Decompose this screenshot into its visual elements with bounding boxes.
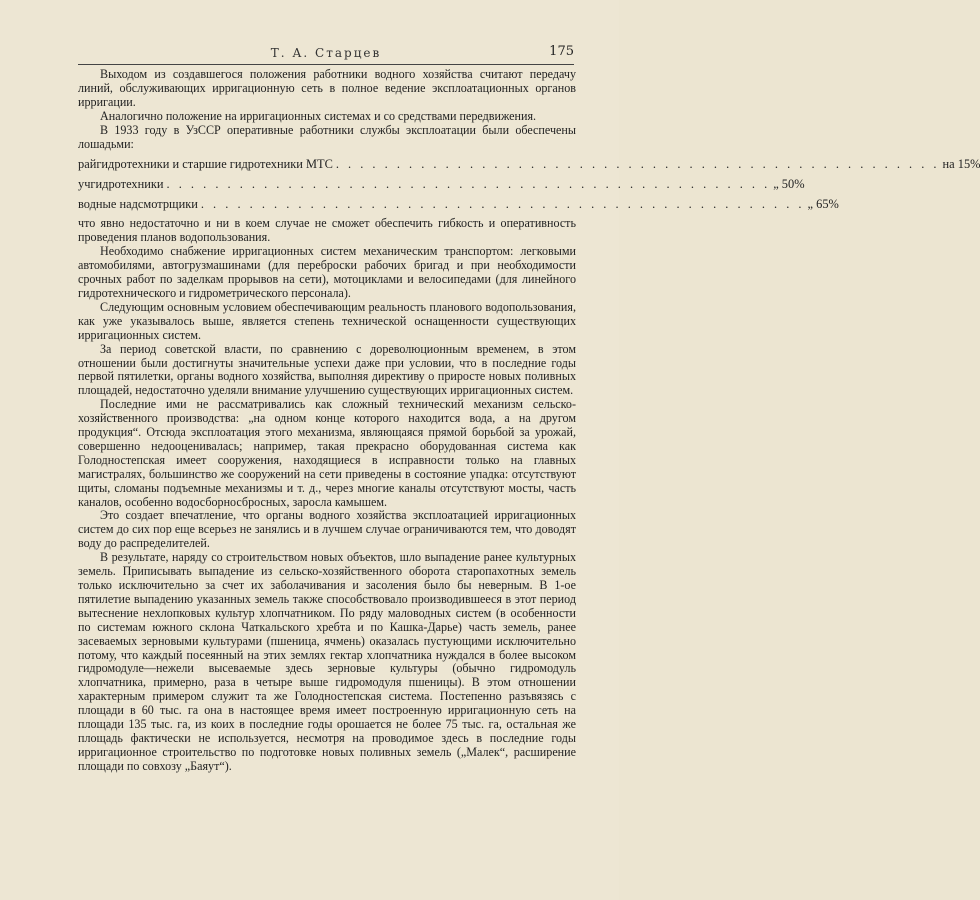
page-number: 175 — [549, 44, 574, 59]
row-label: райгидротехники и старшие гидротехники МТС — [78, 157, 333, 172]
row-value: „ 65% — [807, 197, 839, 212]
table-row — [78, 174, 805, 194]
paragraph: В результате, наряду со строительством новых объектов, шло выпадение ранее культурных земель. Приписывать выпадение из сельско-хозяйственного оборота старопахотных земель только исключительно за счет их заболачивания и засоления было бы неверным. В 1-ое пятилетие выпадению указанных земель также способствовало производившееся в этот период вытеснение нехлопковых культур хлопчатником. По ряду маловодных систем (в особенности по системам южного склона Чаткальского хребта и по Кашка-Дарье) часть земель, ранее засеваемых зерновыми культурами (пшеница, ячмень) оказалась пустующими исключительно потому, что каждый посеянный на этих землях гектар хлопчатника нуждался в более высоком гидромодуле—нежели высеваемые здесь зерновые культуры (обычно гидромодуль хлопчатника, примерно, раза в четыре выше гидромодуля пшеницы). В этом отношении характерным примером служит та же Голодностепская система. Постепенно разъвязясь с площади в 60 тыс. га она в настоящее время имеет построенную ирригационную сеть на площади 135 тыс. га, из коих в последние годы орошается не более 75 тыс. га, остальная же площадь фактически не используется, несмотря на проводимое здесь в последние годы ирригационное строительство по подготовке новых поливных земель („Малек“, расширение площади по совхозу „Баяут“). — [78, 550, 576, 773]
paragraph: Аналогично положение на ирригационных системах и со средствами передвижения. — [100, 108, 537, 123]
header-author: Т. А. Старцев — [270, 46, 382, 60]
paragraph: Это создает впечатление, что органы водного хозяйства эксплоатацией ирригационных систем до сих пор еще всерьез не занялись и в лучшем случае ограничиваются тем, что доводят воду до распределителей. — [78, 508, 576, 551]
horse-supply-table — [78, 154, 980, 214]
paragraph: Необходимо снабжение ирригационных систем механическим транспортом: легковыми автомобилями, автогрузмашинами (для переброски рабочих бригад и при необходимости срочных работ по заделкам прорывов на сети), мотоциклами и велосипедами (для линейного гидротехнического и гидрометрического персонала). — [78, 244, 576, 300]
row-value: „ 50% — [773, 177, 805, 192]
row-label: водные надсмотрщики — [78, 197, 198, 212]
paragraph: Следующим основным условием обеспечивающим реальность планового водопользования, как уже указывалось выше, является степень технической оснащенности существующих ирригационных систем. — [78, 299, 576, 342]
page-body — [78, 67, 980, 774]
paragraph: что явно недостаточно и ни в коем случае не сможет обеспечить гибкость и оперативность проведения планов водопользования. — [78, 216, 576, 245]
paragraph: За период советской власти, по сравнению с дореволюционным временем, в этом отношении были достигнуты значительные успехи даже при условии, что в последние годы первой пятилетки, органы водного хозяйства, выполняя директиву о приросте новых поливных площадей, недостаточно уделяли внимание улучшению существующих ирригационных систем. — [78, 341, 576, 398]
running-header — [78, 44, 574, 65]
leader-dots: . . . . . . . . . . . . . . . . . . . . . . . . . . . . . . . . . . . . . . . . . . . . . . . . . . — [200, 197, 805, 212]
table-row — [78, 194, 839, 214]
paragraph: В 1933 году в УзССР оперативные работники службы эксплоатации были обеспечены лошадьми: — [78, 122, 576, 151]
row-label: учгидротехники — [78, 177, 164, 192]
row-value: на 15% — [942, 157, 980, 172]
leader-dots: . . . . . . . . . . . . . . . . . . . . . . . . . . . . . . . . . . . . . . . . . . . . . . . . . . — [166, 177, 771, 192]
leader-dots: . . . . . . . . . . . . . . . . . . . . . . . . . . . . . . . . . . . . . . . . . . . . . . . . . . — [335, 157, 940, 172]
table-row — [78, 154, 980, 174]
paragraph: Последние ими не рассматривались как сложный технический механизм сельско-хозяйственного производства: „на одном конце которого находится вода, а на другом продукция“. Отсюда эксплоатация этого механизма, являющаяся прямой борьбой за урожай, совершенно недооценивалась; например, такая прекрасно оборудованная система как Голодностепская имеет сооружения, находящиеся в исправности только на главных магистралях, большинство же сооружений на сети приведены в состояние упадка: отсутствуют щиты, сломаны подъемные механизмы и т. д., через многие каналы отсутствуют мосты, часть каналов, особенно водосборносбросных, заросла камышем. — [78, 397, 576, 509]
paragraph: Выходом из создавшегося положения работники водного хозяйства считают передачу линий, обслуживающих ирригационную сеть в полное ведение эксплоатационных органов ирригации. — [78, 67, 576, 109]
